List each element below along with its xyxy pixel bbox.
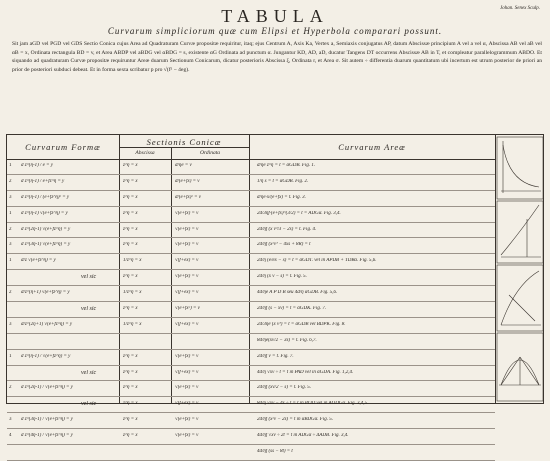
page-subtitle: Curvarum simpliciorum quæ cum Elipsi et Hyperbola comparari possunt. — [107, 26, 443, 36]
ordinata-value: √(e+fx) = v — [175, 353, 199, 359]
table-row — [7, 223, 495, 239]
curve-form: d z^(η-1) / (e+fz^η)² = y — [21, 194, 70, 200]
header-sectionis-conicae: Sectionis Conicæ — [146, 137, 222, 147]
row-number: 2 — [9, 290, 12, 296]
table-row — [7, 350, 495, 366]
table-row — [7, 270, 495, 286]
ordinata-value: √(e+fx) = v — [175, 242, 199, 248]
area-value: 2d/ηf (s − xv) = t = αGDK. Fig. 7. — [257, 306, 327, 312]
signature-note: Johan. Senex Sculp. — [500, 6, 540, 11]
curve-form: d z^(3η-1) / √(e+fz^η) = y — [21, 417, 73, 423]
row-number: 1 — [9, 258, 12, 264]
row-number: 3 — [9, 417, 12, 423]
area-value: 2d/ηf (x v³/3 − 2s) = t. Fig. 4. — [257, 226, 317, 232]
curve-form: d z^(η-1) / √(e+fz^η) = y — [21, 353, 71, 359]
abscissa-value: 1/z^η = x — [123, 258, 142, 264]
hyperbola-curve — [501, 271, 539, 325]
figure-chord — [501, 357, 520, 385]
row-number: 3 — [9, 242, 12, 248]
figures-panel — [495, 135, 545, 405]
ordinata-value: √(e+fx) = v — [175, 417, 199, 423]
ordinata-value: √(f+ex) = v — [175, 401, 199, 407]
table-row — [7, 207, 495, 223]
table-row — [7, 429, 495, 445]
vel-sic-label: vel sic — [81, 369, 97, 376]
table-row — [7, 175, 495, 191]
header-divider — [119, 147, 249, 148]
abscissa-value: z^η = x — [123, 433, 138, 439]
area-value: 4d/ηe A P D B seu 4d/η αGDB. Fig. 5,6. — [257, 290, 338, 296]
ordinata-value: √(e+fx) = v — [175, 210, 199, 216]
abscissa-value: 1/z^η = x — [123, 321, 142, 327]
curve-form: d z^(3η-1) √(e+fz^η) = y — [21, 242, 71, 248]
row-number: 4 — [9, 433, 12, 439]
abscissa-value: z^η = x — [123, 226, 138, 232]
area-value: 4d/ηf √xv ÷ 2t = t in ADGα ÷ ΔADB. Fig. 3,4. — [257, 433, 349, 439]
table-row — [7, 238, 495, 254]
table-row — [7, 191, 495, 207]
abscissa-value: z^η = x — [123, 210, 138, 216]
curve-form: d/z √(e+fz^η) = y — [21, 258, 56, 264]
table-row — [7, 254, 495, 270]
abscissa-value: z^η = x — [123, 306, 138, 312]
intro-paragraph: Sit jam aGD vel PGD vel GDS Sectio Conica cujus Area ad Quadraturam Curvæ propositæ requiritur, itaq; ejus Centrum A, Axis Ka, Vertex a, Semiaxis conjugatus AP, datum Abscissæ principium A vel a vel α, Abscissa AB vel aB vel αB = x, Ordinata rectangula BD = v, et Area ABDP vel aBDG vel αBDG = s, existente αG Ordinata ad punctum α. Jungantur KD, AD, aD, ducatur Tangens DT occurrens Abscissæ AB in T, et compleatur parallelogrammum ABDO. Et siquando ad quadraturam Curvæ propositæ requiruntur Areæ duarum Sectionum Conicarum, dicatur posterioris Abscissa ξ, Ordinata r, et Area σ. Sit autem ÷ differentia duarum quantitatum ubi incertum est utrum posterior de priori an prior de posteriori subduci debeat. Et in forma sexta scribatur p pro √(f² − 4eg). — [12, 41, 542, 73]
abscissa-value: z^η = x — [123, 178, 138, 184]
table-row — [7, 159, 495, 175]
row-number: 1 — [9, 163, 12, 168]
abscissa-value: z^η = x — [123, 194, 138, 200]
table-row — [7, 318, 495, 334]
header-abscissa: Abscissa — [135, 149, 155, 156]
area-value: 8d/η √xv − 4s ÷ t = t in POD vel in AODGα. Fig. 3,4,5. — [257, 401, 369, 407]
area-value: 2d/ηf v = t. Fig. 7. — [257, 353, 294, 359]
area-value: 2d/3ηe (x v³) = t = αGDB vel BDPK. Fig. 8. — [257, 321, 346, 327]
vel-sic-label: vel sic — [81, 401, 97, 408]
hyperbola-curve — [503, 145, 539, 187]
row-number: 3 — [9, 194, 12, 200]
area-value: 2d/η (e/ex − s) = t = αGDT. vel in APDB + TDBα. Fig. 5,6. — [257, 258, 377, 264]
ordinata-value: d/ηe = v — [175, 163, 192, 168]
figure-box — [497, 265, 543, 331]
table-row — [7, 302, 495, 318]
abscissa-value: z^η = x — [123, 274, 138, 280]
ordinata-value: √(f+ex) = v — [175, 321, 199, 327]
area-value: 2d/ηf (x²v − 2s) = t in αBDGα. Fig. 5. — [257, 417, 333, 423]
area-value: 4d/ηf (ss − 8t) = t — [257, 449, 293, 455]
table-row — [7, 381, 495, 397]
table-row — [7, 413, 495, 429]
parabola-curve — [501, 205, 539, 255]
ordinata-value: d/(e+fx)² = v — [175, 194, 202, 200]
figure-chord — [520, 357, 539, 385]
curve-form: d z^(η-1) / e+fz^η = y — [21, 178, 65, 184]
abscissa-value: z^η = x — [123, 417, 138, 423]
figure-box — [497, 137, 543, 199]
header-curvarum-areae: Curvarum Areæ — [338, 142, 406, 152]
table-row — [7, 366, 495, 382]
curve-form: d z^(2η-1) √(e+fz^η) = y — [21, 226, 71, 232]
area-value: 2d/3ηf·(e+fx)^(3/2) = t = ADGα. Fig. 3,4. — [257, 210, 341, 216]
area-value: 1/η s = t = αGDB. Fig. 2. — [257, 178, 309, 184]
ordinata-value: d/(e+fx) = v — [175, 178, 200, 184]
curve-form: d z^(2η-1) / √(e+fz^η) = y — [21, 385, 73, 391]
area-value: 8d/ηe(xv/2 − 3s) = t. Fig. 6,7. — [257, 337, 317, 343]
vel-sic-label: vel sic — [81, 306, 97, 313]
area-value: 4d/η √xv ÷ t = t in PAD vel in αGDA. Fig. 1,2,4. — [257, 369, 354, 375]
ordinata-value: √(e+fx) = v — [175, 385, 199, 391]
row-number: 1 — [9, 210, 12, 216]
header-ordinata: Ordinata — [200, 149, 220, 156]
table-row — [7, 286, 495, 302]
abscissa-value: z^η = x — [123, 353, 138, 359]
abscissa-value: z^η = x — [123, 401, 138, 407]
area-value: d/ηe·x/(e+fx) = t. Fig. 3. — [257, 194, 306, 200]
curve-form: d/z^(η+1) √(e+fz^η) = y — [21, 290, 70, 296]
figure-tangent — [509, 295, 535, 321]
ordinata-value: √(e+fx) = v — [175, 226, 199, 232]
ordinata-value: √(e+fx) = v — [175, 433, 199, 439]
area-value: 2d/ηf (xv/2 − s) = t. Fig. 5. — [257, 385, 311, 391]
area-value: d/ηe z^η = t = αGDB. Fig. 1. — [257, 163, 316, 168]
row-number: 2 — [9, 226, 12, 232]
curve-form: d z^(4η-1) / √(e+fz^η) = y — [21, 433, 73, 439]
curve-form: d/z^(2η+1) √(e+fz^η) = y — [21, 321, 73, 327]
figure-box — [497, 201, 543, 263]
main-table — [6, 134, 544, 455]
curve-form: d z^(η-1) / e = y — [21, 163, 53, 168]
ordinata-value: √(f+ex) = v — [175, 369, 199, 375]
row-number: 1 — [9, 353, 12, 359]
page-title: TABULA — [221, 6, 329, 26]
area-value: 2d/η (x v − s) = t. Fig. 5. — [257, 274, 307, 280]
abscissa-value: z^η = x — [123, 163, 138, 168]
area-value: 2d/ηf (x²v³ − 4xs + 8R) = t — [257, 242, 311, 248]
abscissa-value: z^η = x — [123, 385, 138, 391]
abscissa-value: z^η = x — [123, 242, 138, 248]
row-number: 2 — [9, 178, 12, 184]
table-row — [7, 397, 495, 413]
ordinata-value: √(f+ex) = v — [175, 290, 199, 296]
table-row — [7, 334, 495, 350]
curve-form: d z^(η-1) √(e+fz^η) = y — [21, 210, 68, 216]
table-body — [7, 159, 495, 461]
header-curvarum-formae: Curvarum Formæ — [25, 142, 101, 152]
ordinata-value: √(e+fx²) = v — [175, 306, 200, 312]
abscissa-value: z^η = x — [123, 369, 138, 375]
ordinata-value: √(e+fx) = v — [175, 274, 199, 280]
row-number: 3 — [9, 321, 12, 327]
table-row — [7, 445, 495, 461]
ordinata-value: √(f+ex) = v — [175, 258, 199, 264]
row-number: 2 — [9, 385, 12, 391]
abscissa-value: 1/z^η = x — [123, 290, 142, 296]
vel-sic-label: vel sic — [81, 274, 97, 281]
